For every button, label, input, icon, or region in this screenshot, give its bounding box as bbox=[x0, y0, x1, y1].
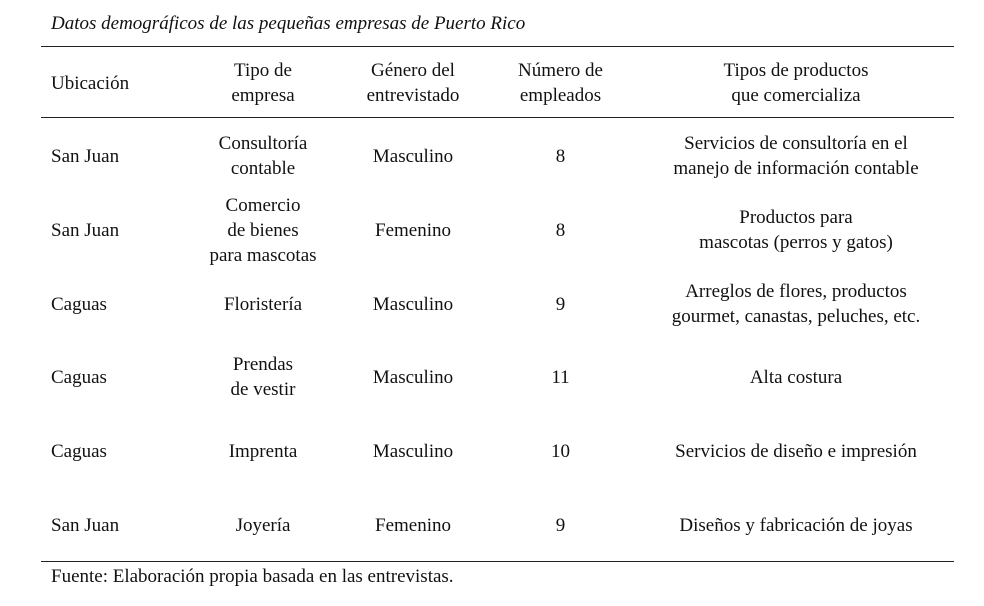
cell-ubicacion: San Juan bbox=[51, 514, 120, 536]
header-genero: Género del entrevistado bbox=[366, 60, 460, 106]
source-note: Fuente: Elaboración propia basada en las entrevistas. bbox=[51, 566, 454, 587]
cell-tipo-empresa: Comercio de bienes para mascotas bbox=[209, 194, 317, 266]
table-row bbox=[41, 278, 954, 330]
cell-genero: Femenino bbox=[375, 514, 451, 536]
top-rule bbox=[41, 46, 954, 47]
cell-productos: Diseños y fabricación de joyas bbox=[679, 514, 913, 536]
header-ubicacion: Ubicación bbox=[51, 72, 130, 94]
bottom-rule bbox=[41, 561, 954, 562]
table-header-row bbox=[41, 54, 954, 112]
table-row bbox=[41, 192, 954, 268]
cell-ubicacion: Caguas bbox=[51, 293, 107, 315]
cell-tipo-empresa: Prendas de vestir bbox=[230, 354, 296, 400]
table-caption: Datos demográficos de las pequeñas empresas de Puerto Rico bbox=[51, 13, 526, 34]
cell-empleados: 8 bbox=[555, 145, 566, 167]
cell-genero: Masculino bbox=[372, 293, 454, 315]
header-empleados: Número de empleados bbox=[518, 60, 603, 106]
cell-tipo-empresa: Floristería bbox=[223, 293, 303, 315]
cell-tipo-empresa: Imprenta bbox=[228, 440, 298, 462]
cell-genero: Femenino bbox=[375, 219, 451, 241]
table-row bbox=[41, 425, 954, 477]
cell-ubicacion: Caguas bbox=[51, 366, 107, 388]
cell-productos: Servicios de diseño e impresión bbox=[675, 440, 917, 462]
table-row bbox=[41, 499, 954, 551]
cell-tipo-empresa: Joyería bbox=[235, 514, 291, 536]
cell-genero: Masculino bbox=[372, 440, 454, 462]
table-row bbox=[41, 130, 954, 182]
cell-empleados: 8 bbox=[555, 219, 566, 241]
cell-ubicacion: Caguas bbox=[51, 440, 107, 462]
cell-ubicacion: San Juan bbox=[51, 219, 120, 241]
cell-productos: Alta costura bbox=[749, 366, 843, 388]
header-tipo-empresa: Tipo de empresa bbox=[231, 60, 295, 106]
cell-productos: Productos para mascotas (perros y gatos) bbox=[699, 207, 893, 253]
cell-empleados: 9 bbox=[555, 514, 566, 536]
cell-tipo-empresa: Consultoría contable bbox=[218, 133, 308, 179]
cell-empleados: 11 bbox=[551, 366, 570, 388]
cell-empleados: 9 bbox=[555, 293, 566, 315]
cell-productos: Arreglos de flores, productos gourmet, canastas, peluches, etc. bbox=[671, 281, 921, 327]
cell-genero: Masculino bbox=[372, 366, 454, 388]
table-row bbox=[41, 351, 954, 403]
cell-ubicacion: San Juan bbox=[51, 145, 120, 167]
cell-empleados: 10 bbox=[551, 440, 570, 462]
header-rule bbox=[41, 117, 954, 118]
cell-genero: Masculino bbox=[372, 145, 454, 167]
header-productos: Tipos de productos que comercializa bbox=[723, 60, 869, 106]
cell-productos: Servicios de consultoría en el manejo de información contable bbox=[673, 133, 919, 179]
